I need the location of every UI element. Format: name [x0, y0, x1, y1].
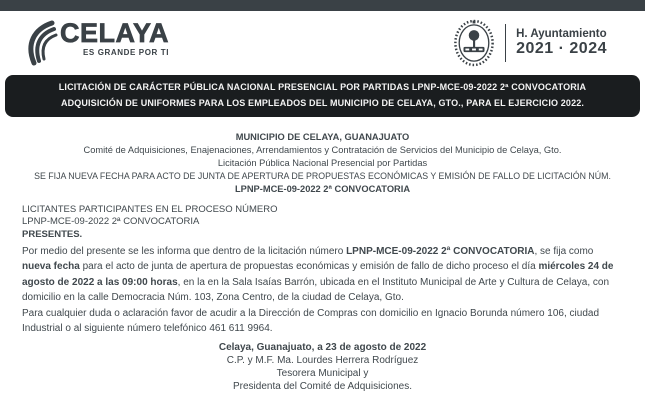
addressee-line3: PRESENTES.	[22, 228, 83, 240]
p1-seg2-bold: LPNP-MCE-09-2022 2ª CONVOCATORIA	[346, 246, 535, 258]
addressee-line2: LPNP-MCE-09-2022 2ª CONVOCATORIA	[22, 216, 200, 228]
addressee-block	[22, 204, 623, 242]
heading-comite: Comité de Adquisiciones, Enajenaciones, Arrendamientos y Contratación de Servicios del Municipio de Celaya, Gto.	[83, 144, 562, 155]
logo-tagline: ES GRANDE POR TI	[83, 48, 170, 57]
logo-title: CELAYA	[60, 18, 170, 48]
header	[0, 11, 645, 71]
signature-date: Celaya, Guanajuato, a 23 de agosto de 2022	[218, 342, 427, 354]
ayuntamiento-text	[516, 28, 607, 58]
signature-block	[0, 341, 645, 393]
heading-municipio: MUNICIPIO DE CELAYA, GUANAJUATO	[235, 131, 410, 142]
coat-of-arms-icon	[453, 19, 495, 67]
top-bar	[0, 0, 645, 11]
signature-title2: Presidenta del Comité de Adquisiciones.	[233, 381, 412, 393]
ayuntamiento-label: H. Ayuntamiento	[516, 28, 607, 40]
signature-title1: Tesorera Municipal y	[276, 368, 369, 380]
document-body	[22, 244, 623, 336]
p1-seg7: , en la en la Sala Isaías Barrón, ubicada en el Instituto Municipal de Arte y Cultura de Celaya, con domicilio en la calle Democracia Núm. 103, Zona Centro, de la ciudad de Celaya, Gto.	[22, 276, 610, 304]
heading-nueva-fecha: SE FIJA NUEVA FECHA PARA ACTO DE JUNTA DE APERTURA DE PROPUESTAS ECONÓMICAS Y EMISIÓN DE FALLO DE LICITACIÓN NÚM.	[34, 171, 611, 182]
header-divider	[505, 24, 507, 62]
heading-numero: LPNP-MCE-09-2022 2ª CONVOCATORIA	[234, 184, 411, 195]
p1-seg6-bold: miércoles 24 de agosto de 2022 a las 09:00 horas	[22, 261, 614, 288]
document-heading	[0, 131, 645, 197]
paragraph-2: Para cualquier duda o aclaración favor de acudir a la Dirección de Compras con domicilio en Ignacio Borunda número 106, ciudad Industrial o al siguiente número telefónico 461 611 9964.	[22, 307, 600, 335]
celaya-swoosh-icon	[24, 20, 58, 66]
p1-seg4-bold: nueva fecha	[22, 261, 80, 273]
p1-seg1: Por medio del presente se les informa que dentro de la licitación número	[22, 246, 347, 258]
tender-title-text: LICITACIÓN DE CARÁCTER PÚBLICA NACIONAL PRESENCIAL POR PARTIDAS LPNP-MCE-09-2022 2ª CONVOCATORIA ADQUISICIÓN DE UNIFORMES PARA LOS EMPLEADOS DEL MUNICIPIO DE CELAYA, GTO., PARA EL EJERCICIO 2022.	[58, 82, 587, 108]
p1-seg5: para el acto de junta de apertura de propuestas económicas y emisión de fallo de dicho proceso el día	[79, 261, 539, 273]
addressee-line1: LICITANTES PARTICIPANTES EN EL PROCESO NÚMERO	[22, 203, 278, 215]
tender-title-banner	[5, 75, 640, 117]
signature-name: C.P. y M.F. Ma. Lourdes Herrera Rodríguez	[226, 355, 419, 367]
ayuntamiento-block	[453, 19, 607, 67]
paragraph-1	[22, 244, 623, 306]
celaya-logo	[24, 20, 169, 66]
logo-text	[60, 20, 169, 57]
ayuntamiento-years: 2021 · 2024	[516, 40, 607, 57]
p1-seg3: , se fija como	[534, 246, 594, 258]
heading-licitacion: Licitación Pública Nacional Presencial por Partidas	[217, 157, 428, 168]
